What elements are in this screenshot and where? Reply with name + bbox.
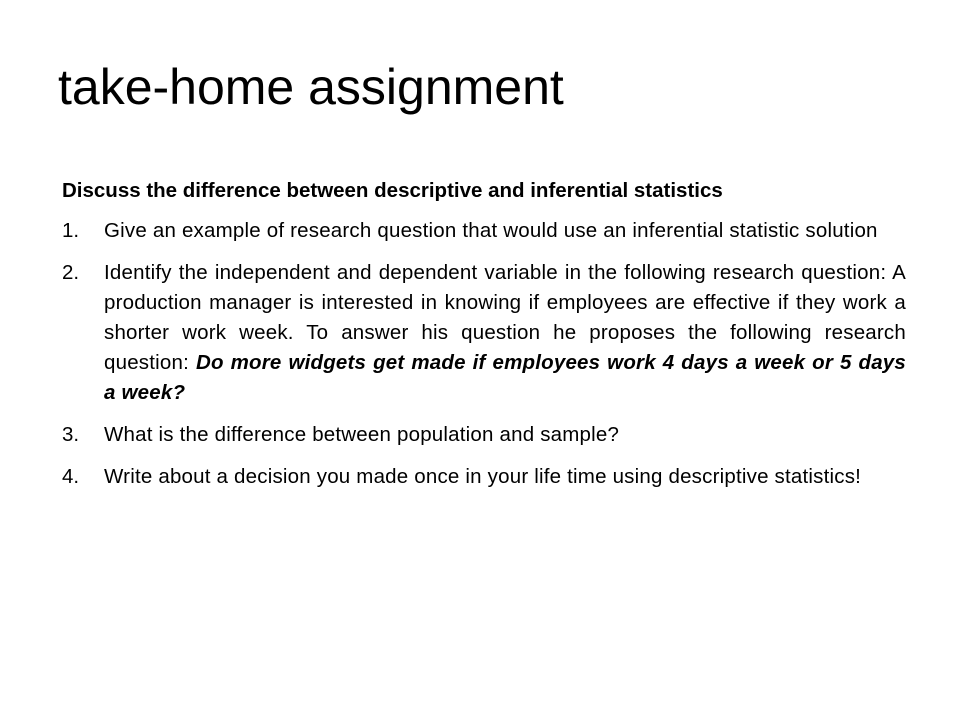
question-item-4 <box>62 462 906 492</box>
question-number: 1. <box>62 219 80 242</box>
question-text: What is the difference between population and sample? <box>104 423 620 446</box>
slide-title: take-home assignment <box>58 59 564 115</box>
question-item-1 <box>62 216 906 246</box>
question-number: 4. <box>62 465 80 488</box>
question-text-block <box>104 258 906 408</box>
question-list <box>62 216 906 492</box>
slide-heading: Discuss the difference between descriptive and inferential statistics <box>62 179 723 202</box>
question-text: Identify the independent and dependent variable in the following research question: A production manager is interested in knowing if employees are effective if they work a shorter work week. To answer his question he proposes the following research question: <box>104 261 906 374</box>
question-number: 3. <box>62 423 80 446</box>
question-item-2 <box>62 258 906 408</box>
question-item-3 <box>62 420 906 450</box>
question-text: Give an example of research question that would use an inferential statistic solution <box>104 219 878 242</box>
slide-body <box>62 176 906 504</box>
question-number: 2. <box>62 261 80 284</box>
research-question-emphasis: Do more widgets get made if employees work 4 days a week or 5 days a week? <box>104 351 907 404</box>
question-text: Write about a decision you made once in your life time using descriptive statistics! <box>104 465 862 488</box>
